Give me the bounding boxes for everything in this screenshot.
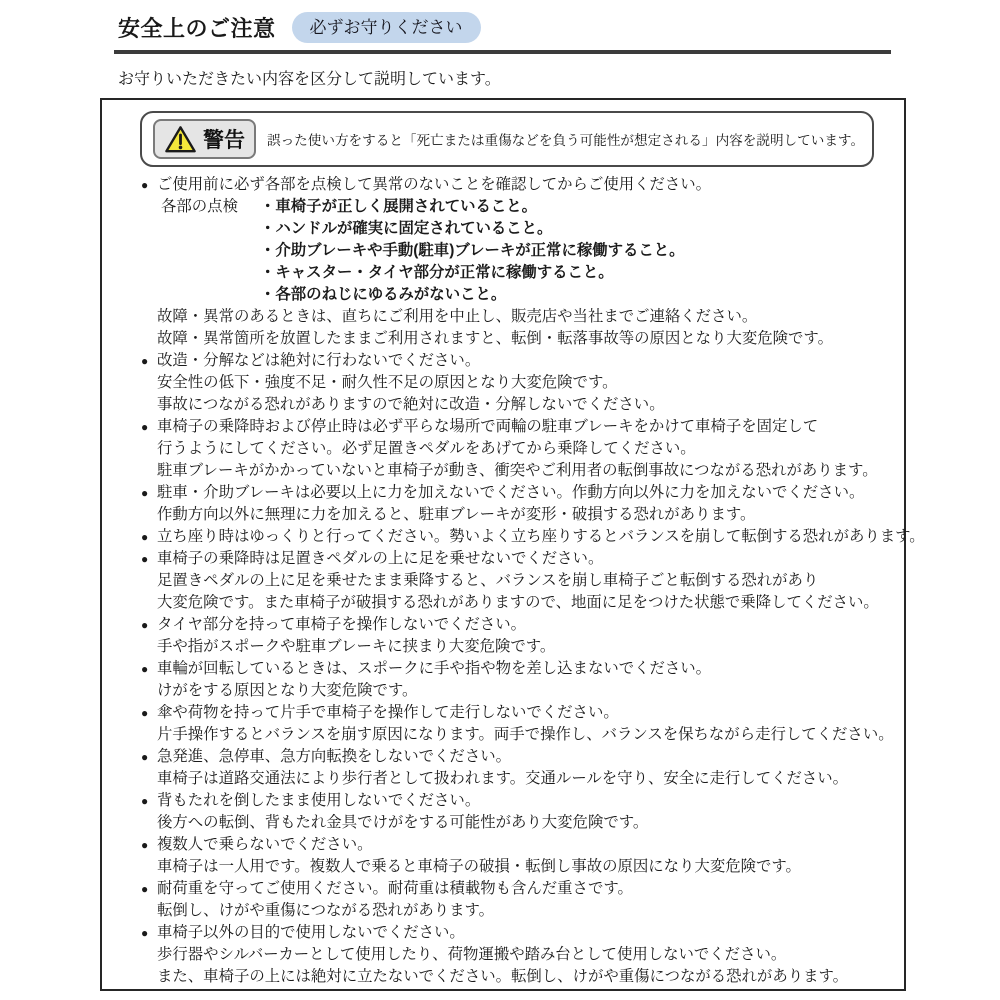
bullet-line: ● ご使用前に必ず各部を点検して異常のないことを確認してからご使用ください。 [157,174,904,196]
page-header [118,10,906,44]
bullet-line: ● 車椅子の乗降時および停止時は必ず平らな場所で両輪の駐車ブレーキをかけて車椅子を固定して [157,416,904,438]
note-line: 足置きペダルの上に足を乗せたまま乗降すると、バランスを崩し車椅子ごと転倒する恐れがあり [157,572,819,589]
note-line: 手や指がスポークや駐車ブレーキに挟まり大変危険です。 [157,638,556,655]
check-item: ・キャスター・タイヤ部分が正常に稼働すること。 [260,264,614,281]
instruction-section [157,746,904,790]
header-divider [114,50,891,54]
warning-content-box [100,98,925,991]
note-line: 駐車ブレーキがかかっていないと車椅子が動き、衝突やご利用者の転倒事故につながる恐れがあります。 [157,462,878,479]
warning-label-text: 警告 [203,129,245,152]
instruction-list [157,174,925,988]
note-line: 事故につながる恐れがありますので絶対に改造・分解しないでください。 [157,396,665,413]
instruction-section [157,548,904,614]
warning-triangle-icon [164,125,197,154]
bullet-line: ● 車椅子以外の目的で使用しないでください。 [157,922,904,944]
note-line: また、車椅子の上には絶対に立たないでください。転倒し、けがや重傷につながる恐れがあります。 [157,968,849,985]
warning-description: 誤った使い方をすると「死亡または重傷などを負う可能性が想定される」内容を説明しています。 [267,133,865,148]
bullet-line: ● 改造・分解などは絶対に行わないでください。 [157,350,904,372]
inspection-block [157,196,904,306]
bullet-line: ● 車輪が回転しているときは、スポークに手や指や物を差し込まないでください。 [157,658,904,680]
instruction-section [157,790,904,834]
note-line: 転倒し、けがや重傷につながる恐れがあります。 [157,902,495,919]
instruction-section [157,614,904,658]
note-line: 故障・異常のあるときは、直ちにご利用を中止し、販売店や当社までご連絡ください。 [157,308,758,325]
note-line: 行うようにしてください。必ず足置きペダルをあげてから乗降してください。 [157,440,696,457]
bullet-line: ● 傘や荷物を持って片手で車椅子を操作して走行しないでください。 [157,702,904,724]
instruction-section [157,702,904,746]
note-line: 車椅子は道路交通法により歩行者として扱われます。交通ルールを守り、安全に走行してください。 [157,770,849,787]
inspection-checks [260,196,685,306]
warning-banner [140,111,874,167]
bullet-line: ● タイヤ部分を持って車椅子を操作しないでください。 [157,614,904,636]
bullet-line: ● 車椅子の乗降時は足置きペダルの上に足を乗せないでください。 [157,548,904,570]
bullet-line: ● 急発進、急停車、急方向転換をしないでください。 [157,746,904,768]
check-item: ・車椅子が正しく展開されていること。 [260,198,538,215]
warning-label-box [153,119,256,159]
note-line: 片手操作するとバランスを崩す原因になります。両手で操作し、バランスを保ちながら走行してください。 [157,726,894,743]
instruction-section [157,922,904,988]
instruction-section [157,174,904,350]
note-line: 安全性の低下・強度不足・耐久性不足の原因となり大変危険です。 [157,374,618,391]
note-line: けがをする原因となり大変危険です。 [157,682,418,699]
instruction-section [157,834,904,878]
bullet-line: ● 耐荷重を守ってご使用ください。耐荷重は積載物も含んだ重さです。 [157,878,904,900]
check-item: ・各部のねじにゆるみがないこと。 [260,286,507,303]
instruction-section [157,482,904,526]
instruction-section [157,350,904,416]
mandatory-badge: 必ずお守りください [292,12,481,43]
check-item: ・ハンドルが確実に固定されていること。 [260,220,553,237]
note-line: 大変危険です。また車椅子が破損する恐れがありますので、地面に足をつけた状態で乗降してください。 [157,594,879,611]
intro-text: お守りいただきたい内容を区分して説明しています。 [118,71,501,88]
instruction-section [157,878,904,922]
note-line: 作動方向以外に無理に力を加えると、駐車ブレーキが変形・破損する恐れがあります。 [157,506,756,523]
note-line: 歩行器やシルバーカーとして使用したり、荷物運搬や踏み台として使用しないでください。 [157,946,787,963]
note-line: 故障・異常箇所を放置したままご利用されますと、転倒・転落事故等の原因となり大変危険です。 [157,330,833,347]
check-item: ・介助ブレーキや手動(駐車)ブレーキが正常に稼働すること。 [260,242,685,259]
safety-document [100,6,925,991]
inspection-label: 各部の点検 [161,198,238,215]
note-line: 車椅子は一人用です。複数人で乗ると車椅子の破損・転倒し事故の原因になり大変危険です。 [157,858,801,875]
bullet-line: ● 背もたれを倒したまま使用しないでください。 [157,790,904,812]
bullet-line: ● 複数人で乗らないでください。 [157,834,904,856]
note-line: 後方への転倒、背もたれ金具でけがをする可能性があり大変危険です。 [157,814,649,831]
instruction-section [157,416,904,482]
page-title: 安全上のご注意 [118,15,276,41]
instruction-section [157,658,904,702]
instruction-section [157,526,925,548]
bullet-line: ● 駐車・介助ブレーキは必要以上に力を加えないでください。作動方向以外に力を加えないでください。 [157,482,904,504]
bullet-line: ● 立ち座り時はゆっくりと行ってください。勢いよく立ち座りするとバランスを崩して転倒する恐れがあります。 [157,526,904,548]
